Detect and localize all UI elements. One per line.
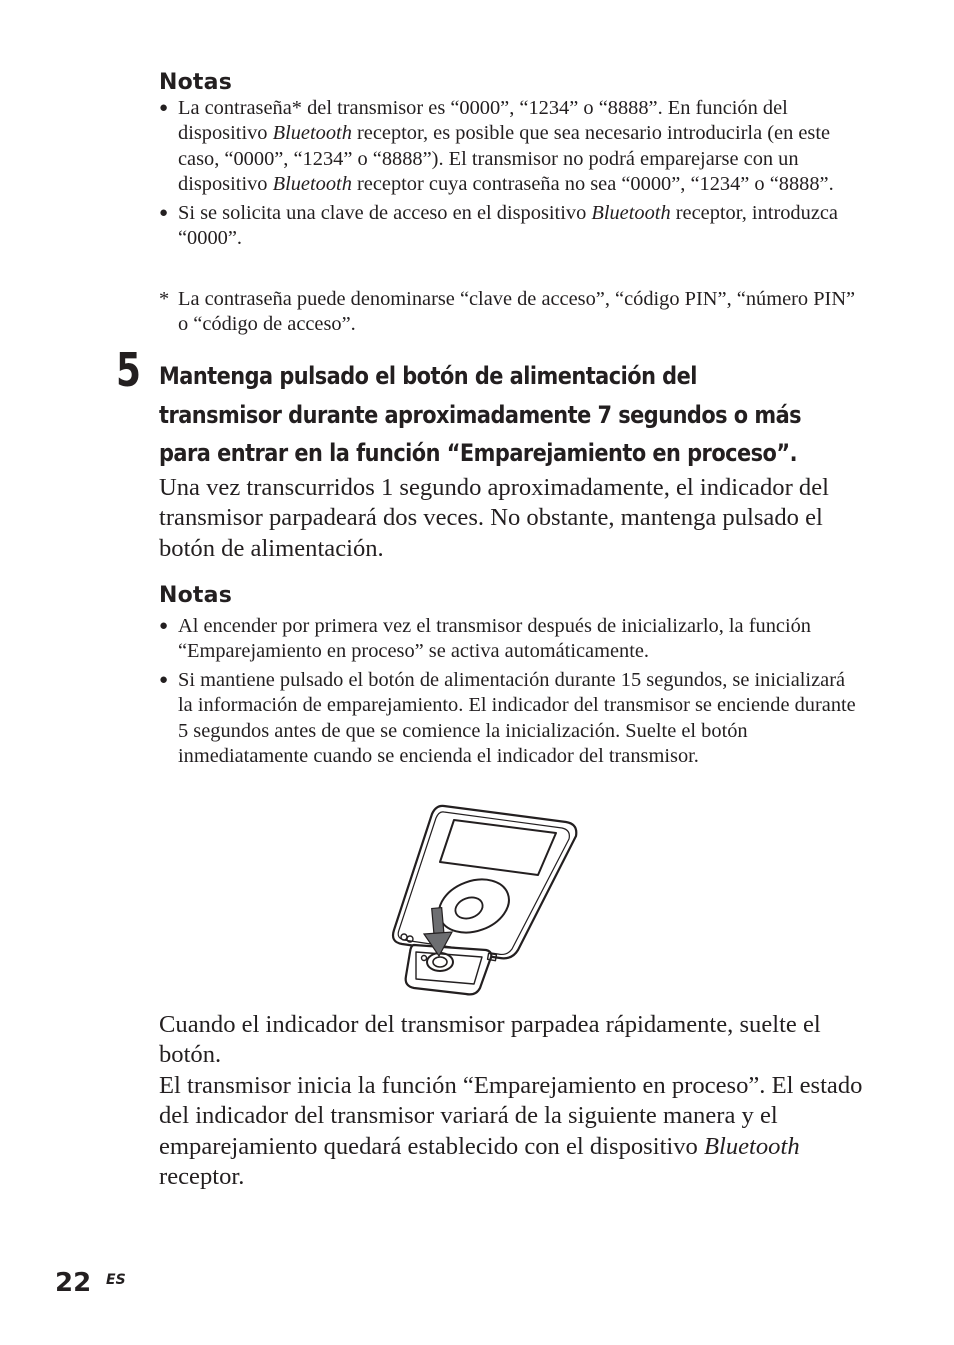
text-run: receptor cuya contraseña no sea “0000”, “1234” o “8888”. (351, 173, 834, 196)
note-item (159, 201, 859, 252)
bullet-icon: ● (159, 671, 169, 688)
text-run: El transmisor inicia la función “Emparejamiento en proceso”. El estado del indicador del transmisor variará de la siguiente manera y el emparejamiento quedará establecido con el dispositivo (159, 1072, 863, 1160)
text-run: Si se solicita una clave de acceso en el dispositivo (178, 201, 592, 224)
italic-term: Bluetooth (272, 122, 352, 145)
note-item (159, 614, 859, 665)
pairing-illustration (388, 800, 588, 1005)
italic-term: Bluetooth (591, 201, 671, 224)
text-run: La contraseña* del transmisor es “0000”, “1234” o “8888”. En función del dispositivo (178, 97, 788, 145)
text-run: receptor. (159, 1163, 245, 1191)
notes-list (159, 96, 859, 254)
bullet-icon: ● (159, 100, 169, 116)
note-text (178, 97, 834, 195)
step-title: Mantenga pulsado el botón de alimentación del transmisor durante aproximadamente 7 segundos o más para entrar en la función “Emparejamiento en proceso”. (159, 362, 802, 467)
text-run: receptor, es posible que sea necesario introducirla (en este caso, “0000”, “1234” o “8888”). El transmisor no podrá emparejarse con un dispositivo (178, 122, 831, 196)
bullet-icon: ● (159, 204, 169, 221)
notes-list (159, 614, 859, 772)
text-run: Al encender por primera vez el transmisor después de inicializarlo, la función “Emparejamiento en proceso” se activa automáticamente. (178, 615, 811, 663)
music-player-icon (388, 800, 588, 1000)
note-item (159, 96, 859, 198)
text-run: receptor, introduzca “0000”. (178, 201, 838, 250)
notes-heading: Notas (159, 583, 232, 608)
step-number: 5 (116, 343, 141, 397)
release-instruction (159, 1010, 874, 1071)
note-text (178, 202, 838, 249)
step-body: Una vez transcurridos 1 segundo aproximadamente, el indicador del transmisor parpadeará dos veces. No obstante, mantenga pulsado el botón de alimentación. (159, 474, 829, 562)
note-text (178, 615, 811, 662)
footnote-text: La contraseña puede denominarse “clave de acceso”, “código PIN”, “número PIN” o “código de acceso”. (178, 288, 856, 336)
footnote-mark: * (159, 288, 170, 310)
footnote (159, 287, 859, 338)
page-number: 22 (55, 1268, 92, 1298)
notes-heading: Notas (159, 70, 232, 95)
pairing-description (159, 1071, 874, 1193)
text-run: Si mantiene pulsado el botón de alimentación durante 15 segundos, se inicializará la información de emparejamiento. El indicador del transmisor se enciende durante 5 segundos antes de que se comience la inicialización. Suelte el botón inmediatamente cuando se encienda el indicador del transmisor. (178, 668, 856, 768)
note-item (159, 668, 859, 770)
italic-term: Bluetooth (272, 173, 352, 196)
bullet-icon: ● (159, 618, 169, 634)
note-text (178, 669, 856, 767)
text-run: Cuando el indicador del transmisor parpadea rápidamente, suelte el botón. (159, 1011, 821, 1069)
language-code: ES (106, 1272, 126, 1288)
italic-term: Bluetooth (703, 1132, 800, 1160)
